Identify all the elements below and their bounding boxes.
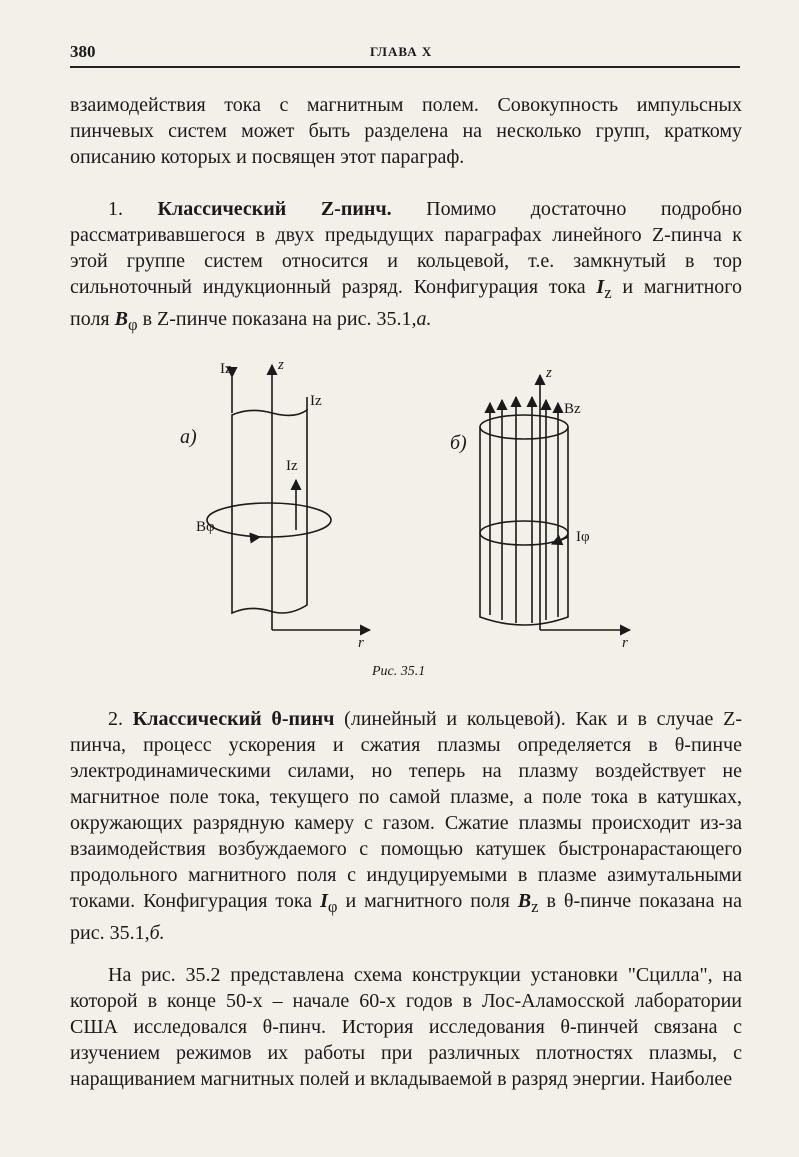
section-1-paragraph — [70, 196, 742, 338]
paragraph-3 — [70, 962, 742, 1092]
section-2-body-2: и магнитного поля — [337, 890, 518, 912]
panel-a-field-label: Bφ — [196, 519, 215, 535]
panel-a-field-ring — [207, 503, 331, 537]
section-1-text — [70, 196, 742, 338]
azimuthal-current-subscript: φ — [327, 897, 338, 916]
panel-b-middle-ring — [480, 521, 568, 545]
axial-field-symbol: B — [517, 890, 532, 912]
panel-b-current-arrow — [552, 537, 568, 544]
panel-a-drawing — [207, 365, 370, 630]
panel-b-current-label: Iφ — [576, 529, 590, 545]
intro-paragraph — [70, 92, 742, 170]
figure-ref-a: а. — [416, 308, 432, 330]
current-subscript: z — [604, 283, 612, 302]
section-2-number: 2. — [108, 708, 123, 730]
section-2-text — [70, 706, 742, 946]
panel-b-cylinder — [480, 427, 568, 625]
section-2-body-3: в θ-пинче показана на рис. 35.1, — [70, 890, 742, 944]
chapter-title: ГЛАВА X — [370, 44, 433, 59]
section-1-body-1: Помимо достаточно подробно рассматривавшегося в двух предыдущих параграфах линейного Z-пинча к этой группе систем относится и кольцевой, т.е. замкнутый в тор сильноточный индукционный разряд. Конфигурация тока — [70, 198, 742, 298]
paragraph-3-text: На рис. 35.2 представлена схема конструкции установки "Сцилла", на которой в конце 50-х – начале 60-х годов в Лос-Аламосской лаборатории США исследовался θ-пинч. История исследования θ-пинчей связана с изучением режимов их работы при различных плотностях плазмы, с наращиванием магнитных полей и вкладываемой в разряд энергии. Наиболее — [70, 964, 742, 1090]
axial-field-subscript: z — [531, 897, 539, 916]
panel-a-current-right-label: Iz — [310, 393, 322, 409]
panel-a-current-left-label: Iz — [220, 361, 232, 377]
panel-b-field-lines — [490, 397, 558, 623]
panel-a-label: а) — [180, 426, 197, 448]
panel-a-z-label: z — [278, 357, 284, 373]
figure-35-1 — [180, 355, 640, 655]
panel-a-current-inner-label: Iz — [286, 458, 298, 474]
panel-b-top-ring — [480, 415, 568, 439]
panel-b-r-label: r — [622, 635, 628, 651]
panel-b-z-label: z — [546, 365, 552, 381]
field-subscript: φ — [127, 315, 138, 334]
pinch-diagram — [180, 355, 640, 655]
panel-a-r-label: r — [358, 635, 364, 651]
panel-a-field-arrow — [250, 537, 260, 538]
section-2-body-1: (линейный и кольцевой). Как и в случае Z-пинча, процесс ускорения и сжатия плазмы определяется в θ-пинче электродинамическими силами, но теперь на плазму воздействует не магнитное поле тока, текущего по самой плазме, а поле тока в катушках, окружающих разрядную камеру с газом. Сжатие плазмы происходит из-за взаимодействия возбуждаемого с помощью катушек быстронарастающего продольного магнитного поля с индуцируемыми в плазме азимутальными токами. Конфигурация тока — [70, 708, 743, 912]
figure-caption: Рис. 35.1 — [372, 664, 426, 679]
section-1-number: 1. — [108, 198, 123, 220]
section-2-heading: Классический θ-пинч — [132, 708, 335, 730]
figure-ref-b: б. — [149, 922, 165, 944]
panel-b-drawing — [480, 375, 630, 630]
page-number: 380 — [70, 42, 96, 61]
panel-b-field-label: Bz — [564, 401, 581, 417]
running-header — [70, 42, 740, 66]
panel-b-label: б) — [450, 432, 467, 454]
current-symbol: I — [596, 276, 605, 298]
azimuthal-current-symbol: I — [320, 890, 328, 912]
intro-text: взаимодействия тока с магнитным полем. Совокупность импульсных пинчевых систем может быть разделена на несколько групп, краткому описанию которых и посвящен этот параграф. — [70, 94, 742, 168]
field-symbol: B — [114, 308, 128, 330]
header-rule — [70, 66, 740, 68]
section-1-body-3: в Z-пинче показана на рис. 35.1, — [137, 308, 417, 330]
section-2-paragraph — [70, 706, 742, 946]
section-1-body-2: и магнитного поля — [70, 276, 742, 330]
section-1-heading: Классический Z-пинч. — [157, 198, 392, 220]
